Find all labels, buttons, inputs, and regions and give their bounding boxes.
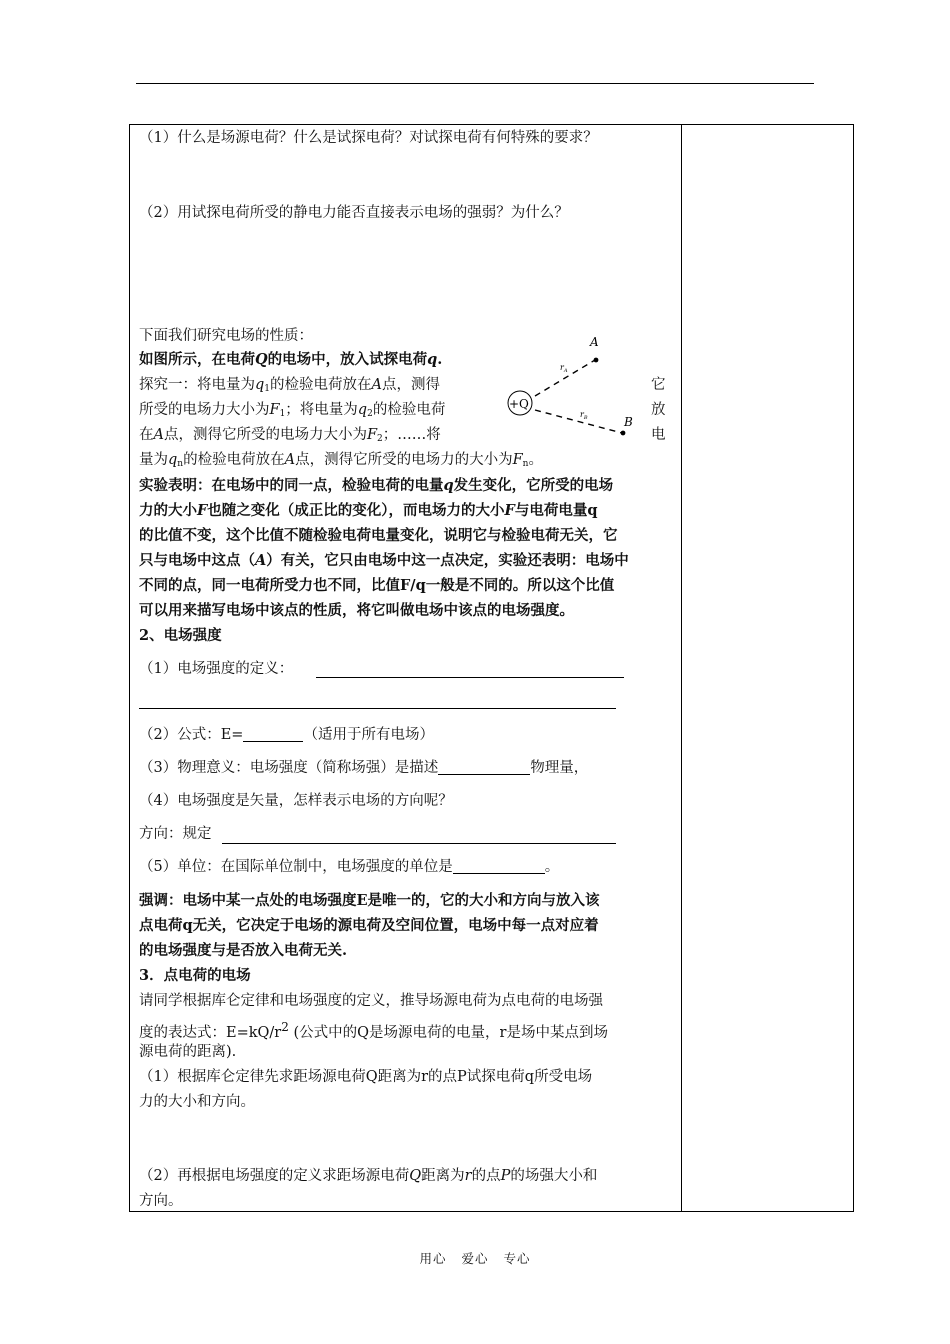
meaning-blank	[438, 758, 530, 775]
conclusion-line-3: 的比值不变，这个比值不随检验电荷电量变化，说明它与检验电荷无关，它	[139, 527, 618, 544]
question-2: （2）用试探电荷所受的静电力能否直接表示电场的强弱？为什么？	[139, 205, 569, 221]
emphasis-line-2: 点电荷q无关，它决定于电场的源电荷及空间位置，电场中每一点对应着	[139, 917, 599, 934]
section-3-title: 3．点电荷的电场	[139, 967, 251, 984]
rb-dashed-line	[535, 410, 622, 433]
point-1-line-1: （1）根据库仑定律先求距场源电荷Q距离为r的点P试探电荷q所受电场	[139, 1069, 593, 1085]
emphasis-line-1: 强调：电场中某一点处的电场强度E是唯一的，它的大小和方向与放入该	[139, 892, 600, 909]
unit-prompt: （5）单位：在国际单位制中，电场强度的单位是 。	[139, 859, 560, 875]
conclusion-line-2: 力的大小F也随之变化（成正比的变化），而电场力的大小F与电荷电量q	[139, 502, 598, 519]
page-footer: 用心 爱心 专心	[419, 1251, 531, 1266]
vector-question: （4）电场强度是矢量，怎样表示电场的方向呢？	[139, 793, 453, 809]
meaning-prompt: （3）物理意义：电场强度（简称场强）是描述 物理量，	[139, 760, 589, 776]
ra-dashed-line	[535, 360, 595, 396]
conclusion-line-1: 实验表明：在电场中的同一点，检验电荷的电量q发生变化，它所受的电场	[139, 477, 614, 494]
definition-blank	[316, 677, 624, 678]
direction-blank	[222, 843, 616, 844]
emphasis-line-3: 的电场强度与是否放入电荷无关.	[139, 942, 348, 959]
explore-right-2: 放	[651, 402, 666, 418]
source-charge-label: +Q	[509, 397, 529, 411]
figure-intro: 如图所示，在电荷Q的电场中，放入试探电荷q.	[139, 351, 443, 368]
point-2-line-1: （2）再根据电场强度的定义求距场源电荷Q距离为r的点P的场强大小和	[139, 1168, 598, 1184]
intro-text: 下面我们研究电场的性质：	[139, 328, 313, 344]
header-rule	[136, 83, 814, 84]
explore-line-1: 探究一：将电量为$q_1$的检验电荷放在A点，测得	[139, 377, 441, 394]
explore-right-1: 它	[651, 377, 666, 393]
definition-blank-2	[139, 708, 616, 709]
section-2-title: 2、电场强度	[139, 627, 222, 644]
rb-label: $r_B$	[580, 410, 588, 421]
section-3-line-3: 源电荷的距离).	[139, 1044, 237, 1060]
explore-line-4: 量为$q_n$的检验电荷放在A点，测得它所受的电场力的大小为$F_n$。	[139, 452, 543, 469]
ra-label: $r_A$	[560, 363, 568, 374]
direction-prompt: 方向：规定	[139, 826, 212, 842]
unit-blank	[453, 857, 545, 874]
conclusion-line-6: 可以用来描写电场中该点的性质，将它叫做电场中该点的电场强度。	[139, 602, 574, 619]
conclusion-line-4: 只与电场中这点（A）有关，它只由电场中这一点决定，实验还表明：电场中	[139, 552, 629, 569]
conclusion-line-5: 不同的点，同一电荷所受力也不同，比值F/q一般是不同的。所以这个比值	[139, 577, 615, 594]
point-a-label: A	[590, 335, 599, 349]
point-2-line-2: 方向。	[139, 1193, 183, 1209]
table-column-divider	[681, 124, 682, 1212]
point-b-label: B	[624, 415, 633, 429]
question-1: （1）什么是场源电荷？什么是试探电荷？对试探电荷有何特殊的要求？	[139, 130, 598, 146]
definition-prompt: （1）电场强度的定义：	[139, 661, 294, 677]
section-3-line-1: 请同学根据库仑定律和电场强度的定义，推导场源电荷为点电荷的电场强	[139, 993, 603, 1009]
point-1-line-2: 力的大小和方向。	[139, 1094, 255, 1110]
charge-diagram	[500, 330, 650, 440]
explore-line-2: 所受的电场力大小为$F_1$；将电量为$q_2$的检验电荷	[139, 402, 446, 419]
point-b-dot	[621, 431, 626, 436]
point-a-dot	[594, 358, 599, 363]
formula-blank	[243, 725, 303, 742]
section-3-line-2: 度的表达式：$E=kQ/r^2$ (公式中的Q是场源电荷的电量，r是场中某点到场	[139, 1020, 608, 1041]
formula-prompt: （2）公式：E= （适用于所有电场）	[139, 727, 434, 743]
explore-right-3: 电	[651, 427, 666, 443]
explore-line-3: 在A点，测得它所受的电场力大小为$F_2$；……将	[139, 427, 441, 444]
